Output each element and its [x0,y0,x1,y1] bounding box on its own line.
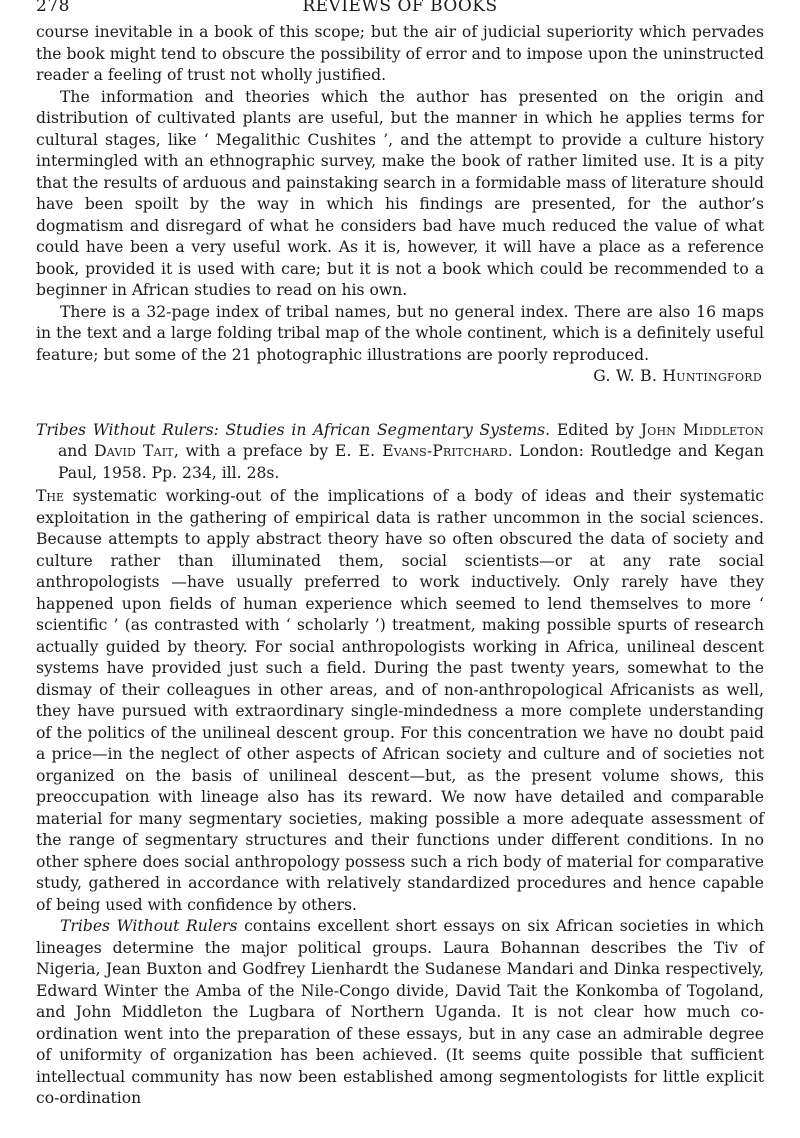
and-conjunction: and [58,442,88,460]
review-heading [36,420,764,485]
running-head [36,0,764,22]
review-paragraph-1 [36,486,764,916]
publication-details: . London: Routledge and Kegan Paul, 1958. Pp. 234, ill. 28s. [58,442,764,482]
review-paragraph-2 [36,916,764,1110]
book-title-inline: Tribes Without Rulers [60,917,238,935]
paragraph-text: systematic working-out of the implications of a body of ideas and their systematic exploitation in the gathering of empirical data is rather uncommon in the social sciences. Because attempts to apply abstract theory have so often obscured the data of society and culture rather than illuminated them, social scientists—or at any rate social anthropologists —have usually preferred to work inductively. Only rarely have they happened upon fields of human experience which seemed to lend themselves to more ‘ scientific ’ (as contrasted with ‘ scholarly ’) treatment, making possible spurts of research actually guided by theory. For social anthropologists working in Africa, unilineal descent systems have provided just such a field. During the past twenty years, somewhat to the dismay of their colleagues in other areas, and of non-anthropological Africanists as well, they have pursued with extraordinary single-mindedness a more complete understanding of the politics of the unilineal descent group. For this concentration we have no doubt paid a price—in the neglect of other aspects of African society and culture and of societies not organized on the basis of unilineal descent—but, as the present volume shows, this preoccupation with lineage also has its reward. We now have detailed and comparable material for many segmentary societies, making possible a more adequate assessment of the range of segmentary structures and their functions under different conditions. In no other sphere does social anthropology possess such a rich body of material for comparative study, gathered in accordance with relatively standardized procedures and hence capable of being used with confidence by others. [36,487,764,914]
running-title: REVIEWS OF BOOKS [302,0,498,16]
previous-review-paragraph-2: The information and theories which the author has presented on the origin and distribution of cultivated plants are useful, but the manner in which he applies terms for cultural stages, like ‘ Megalithic Cushites ’, and the attempt to provide a culture history intermingled with an ethnographic survey, make the book of rather limited use. It is a pity that the results of arduous and painstaking search in a formidable mass of literature should have been spoilt by the way in which his findings are presented, for the author’s dogmatism and disregard of what he considers bad have much reduced the value of what could have been a very useful work. As it is, however, it will have a place as a reference book, provided it is used with care; but it is not a book which could be recommended to a beginner in African studies to read on his own. [36,87,764,299]
paragraph-text: contains excellent short essays on six African societies in which lineages determine the major political groups. Laura Bohannan describes the Tiv of Nigeria, Jean Buxton and Godfrey Lienhardt the Sudanese Mandari and Dinka respectively, Edward Winter the Amba of the Nile-Congo divide, David Tait the Konkomba of Togoland, and John Middleton the Lugbara of Northern Uganda. It is not clear how much co-ordination went into the preparation of these essays, but in any case an admirable degree of uniformity of organization has been achieved. (It seems quite possible that sufficient intellectual community has now been established among segmentologists for little explicit co-ordination [36,917,764,1107]
previous-review-paragraph-3: There is a 32-page index of tribal names, but no general index. There are also 16 maps in the text and a large folding tribal map of the whole continent, which is a definitely useful feature; but some of the 21 photographic illustrations are poorly reproduced. [36,302,764,364]
editor-name: David Tait [94,442,174,460]
page-number: 278 [36,0,70,16]
reviewer-signature: G. W. B. Huntingford [593,367,762,385]
previous-review-paragraph-1: course inevitable in a book of this scope; but the air of judicial superiority which pervades the book might tend to obscure the possibility of error and to impose upon the uninstructed reader a feeling of trust not wholly justified. [36,23,764,84]
book-title: Tribes Without Rulers: Studies in African Segmentary Systems. [36,420,551,439]
editor-name: John Middleton [640,420,764,439]
opening-word: The [36,487,65,505]
preface-author: E. E. Evans-Pritchard [334,442,508,460]
preface-label: , with a preface by [173,442,329,460]
edited-by-label: Edited by [556,420,635,439]
journal-page [36,0,764,1110]
